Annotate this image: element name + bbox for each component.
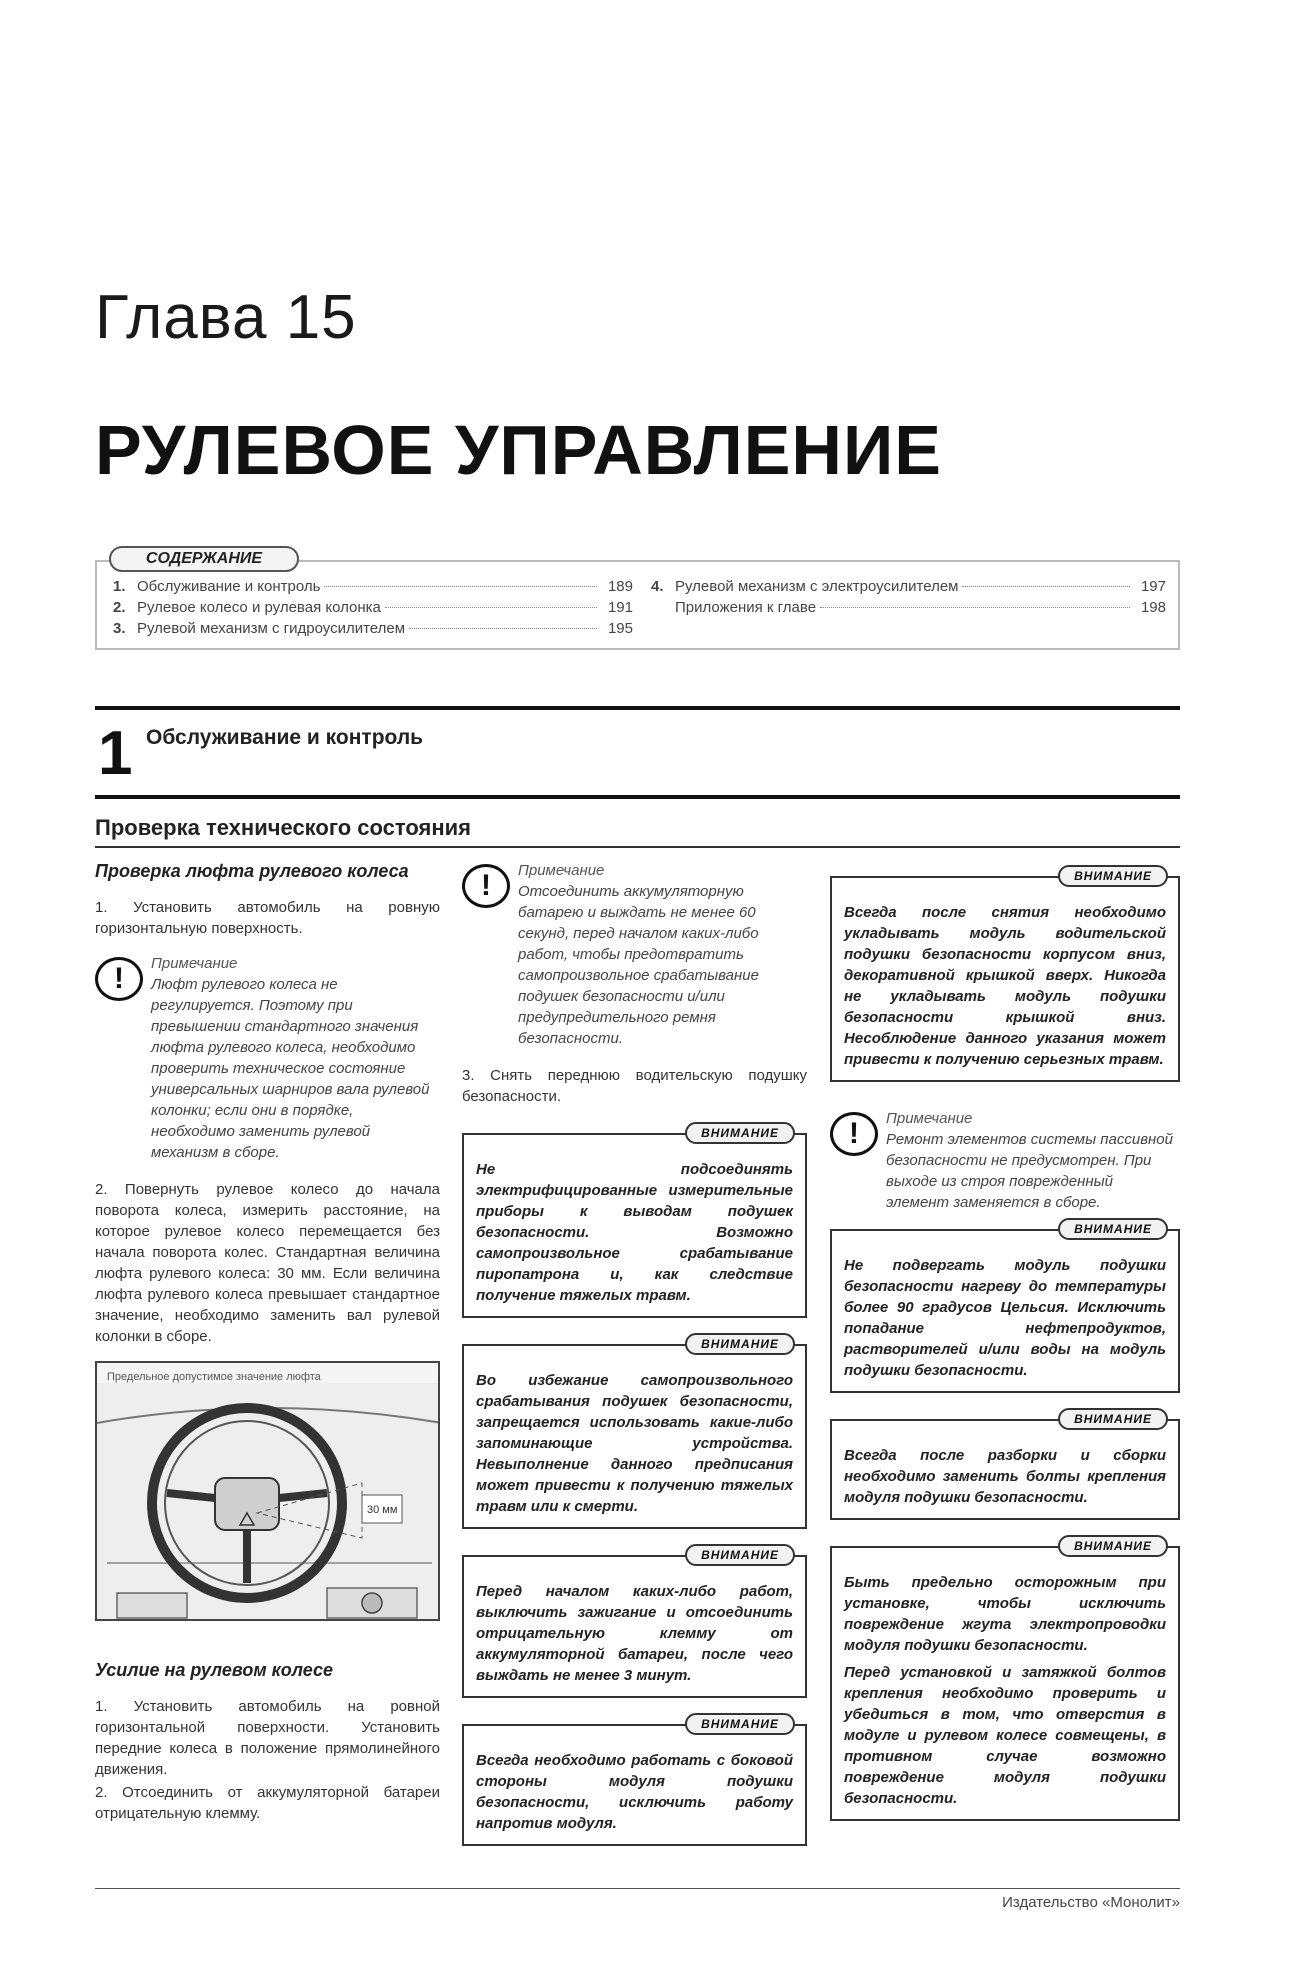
warning-box [462,1337,807,1529]
warning-box [830,1222,1180,1393]
warning-text: Перед установкой и затяжкой болтов крепления необходимо проверить и убедиться в том, что отверстия в модуле и рулевом колесе совмещены, в противном случае возможно повреждение модуля подушки безопасности. [844,1664,1166,1807]
toc-entry[interactable] [113,599,633,620]
toc-entry-text: Рулевой механизм с электроусилителем [675,578,959,595]
warning-label: ВНИМАНИЕ [685,1122,795,1144]
toc-entry-text: Обслуживание и контроль [137,578,321,595]
column-3 [830,869,1180,1847]
toc-entry-text: Приложения к главе [675,599,817,616]
section-title: Обслуживание и контроль [146,726,424,749]
warning-label: ВНИМАНИЕ [1058,1408,1168,1430]
warning-text: Быть предельно осторожным при установке, чтобы исключить повреждение жгута электропроводки модуля подушки безопасности. [844,1574,1166,1654]
toc-entry-page: 198 [1140,599,1166,616]
exclamation-icon: ! [830,1112,878,1156]
warning-text: Всегда после снятия необходимо укладывать модуль водительской подушки безопасности корпусом вниз, декоративной крышкой вверх. Никогда не укладывать модуль подушки безопасности крышкой вниз. Несоблюдение данного указания может привести к получению серьезных травм. [844,904,1166,1068]
note-block [830,1108,1180,1213]
page-title: РУЛЕВОЕ УПРАВЛЕНИЕ [95,411,942,489]
step-text: 1. Установить автомобиль на ровную горизонтальную поверхность. [95,899,440,937]
toc-leader [820,607,1130,608]
toc-entry[interactable] [651,599,1166,620]
subsection-title: Проверка технического состояния [95,815,471,840]
steering-wheel-illustration [97,1363,440,1621]
note-block [95,953,440,1163]
toc-entry[interactable] [651,578,1166,599]
toc-entry-page: 191 [607,599,633,616]
warning-label: ВНИМАНИЕ [1058,865,1168,887]
exclamation-icon: ! [462,864,510,908]
step-text: 1. Установить автомобиль на ровной горизонтальной поверхности. Установить передние колеса в положение прямолинейного движения. [95,1698,440,1778]
warning-box [462,1548,807,1698]
footer-divider [95,1888,1180,1889]
toc-entry-page: 195 [607,620,633,637]
figure-caption: Предельное допустимое значение люфта [107,1371,321,1383]
step-text: 2. Повернуть рулевое колесо до начала поворота колеса, измерить расстояние, на которое рулевое колесо перемещается без начала поворота колес. Стандартная величина люфта рулевого колеса: 30 мм. Если величина люфта рулевого колеса превышает стандартное значение, необходимо заменить вал рулевой колонки в сборе. [95,1181,440,1345]
note-label: Примечание [518,862,605,879]
steering-wheel-figure [95,1361,440,1621]
toc-entry-number: 2. [113,599,126,616]
column-2 [462,860,807,1872]
note-label: Примечание [151,955,238,972]
exclamation-icon: ! [95,957,143,1001]
chapter-label: Глава 15 [95,283,357,352]
toc-entry-text: Рулевой механизм с гидроусилителем [137,620,406,637]
section-divider [95,706,1180,710]
toc-leader [385,607,597,608]
warning-box [462,1717,807,1846]
toc-leader [324,586,597,587]
warning-text: Всегда после разборки и сборки необходимо заменить болты крепления модуля подушки безопасности. [844,1447,1166,1506]
subsection-divider [95,846,1180,848]
note-text: Люфт рулевого колеса не регулируется. Поэтому при превышении стандартного значения люфта рулевого колеса, необходимо проверить техническое состояние универсальных шарниров вала рулевой колонки; если они в порядке, необходимо заменить рулевой механизм в сборе. [151,976,430,1161]
warning-box [830,869,1180,1082]
note-text: Отсоединить аккумуляторную батарею и выждать не менее 60 секунд, перед началом каких-либо работ, чтобы предотвратить самопроизвольное срабатывание подушек безопасности и/или предупредительного ремня безопасности. [518,883,759,1047]
column-heading: Усилие на рулевом колесе [95,1660,333,1680]
warning-box [830,1412,1180,1520]
warning-box [462,1126,807,1318]
table-of-contents [95,550,1180,650]
toc-leader [962,586,1130,587]
warning-label: ВНИМАНИЕ [685,1333,795,1355]
warning-box [830,1539,1180,1821]
warning-text: Не подсоединять электрифицированные измерительные приборы к выводам подушек безопасности. Возможно самопроизвольное срабатывание пиропатрона и, как следствие получение тяжелых травм. [476,1161,793,1304]
toc-leader [409,628,597,629]
toc-left-column [113,578,633,641]
warning-label: ВНИМАНИЕ [685,1713,795,1735]
warning-label: ВНИМАНИЕ [685,1544,795,1566]
warning-text: Во избежание самопроизвольного срабатывания подушек безопасности, запрещается использовать какие-либо запоминающие устройства. Невыполнение данного предписания может привести к получению тяжелых травм или к смерти. [476,1372,793,1515]
step-text: 2. Отсоединить от аккумуляторной батареи отрицательную клемму. [95,1784,440,1822]
toc-entry-number: 4. [651,578,664,595]
column-1 [95,860,440,1838]
step-text: 3. Снять переднюю водительскую подушку безопасности. [462,1067,807,1105]
section-divider [95,795,1180,799]
warning-text: Всегда необходимо работать с боковой стороны модуля подушки безопасности, исключить работу напротив модуля. [476,1752,793,1832]
section-number: 1 [98,719,133,788]
toc-entry[interactable] [113,578,633,599]
toc-entry-page: 189 [607,578,633,595]
warning-label: ВНИМАНИЕ [1058,1535,1168,1557]
figure-dimension-label: 30 мм [367,1504,398,1516]
column-heading: Проверка люфта рулевого колеса [95,861,409,881]
note-text: Ремонт элементов системы пассивной безопасности не предусмотрен. При выходе из строя поврежденный элемент заменяется в сборе. [886,1131,1173,1211]
toc-entry-page: 197 [1140,578,1166,595]
toc-entry[interactable] [113,620,633,641]
toc-entry-number: 1. [113,578,126,595]
toc-right-column [651,578,1166,620]
toc-entry-number: 3. [113,620,126,637]
toc-entry-text: Рулевое колесо и рулевая колонка [137,599,381,616]
toc-label: СОДЕРЖАНИЕ [109,546,299,572]
note-label: Примечание [886,1110,973,1127]
warning-text: Перед началом каких-либо работ, выключить зажигание и отсоединить отрицательную клемму от аккумуляторной батареи, после чего выждать не менее 3 минут. [476,1583,793,1684]
warning-text: Не подвергать модуль подушки безопасности нагреву до температуры более 90 градусов Цельсия. Исключить попадание нефтепродуктов, растворителей и/или воды на модуль подушки безопасности. [844,1257,1166,1379]
note-block [462,860,807,1049]
publisher-credit: Издательство «Монолит» [1002,1894,1180,1911]
warning-label: ВНИМАНИЕ [1058,1218,1168,1240]
